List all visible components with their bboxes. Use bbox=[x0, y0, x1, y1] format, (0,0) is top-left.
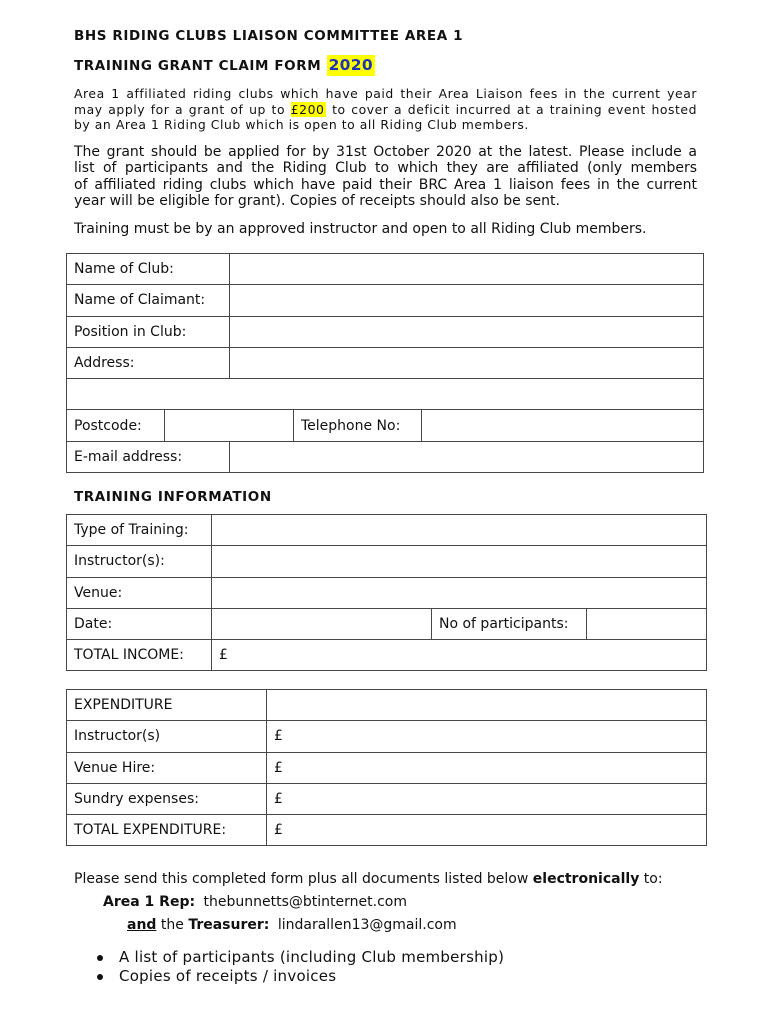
grant-amount-highlight: £200 bbox=[290, 101, 325, 117]
name-of-claimant-label: Name of Claimant: bbox=[67, 285, 230, 316]
address-line-2-field[interactable] bbox=[67, 379, 704, 410]
treasurer-label: Treasurer: bbox=[188, 917, 270, 933]
paragraph-line: by an Area 1 Riding Club which is open to all Riding Club members. bbox=[74, 117, 529, 132]
paragraph-line: Training must be by an approved instructor and open to all Riding Club members. bbox=[74, 221, 647, 237]
treasurer-article: the bbox=[160, 917, 184, 933]
venue-hire-field[interactable] bbox=[267, 752, 707, 783]
area-rep-label: Area 1 Rep: bbox=[103, 894, 196, 910]
table-row bbox=[67, 752, 707, 783]
club-details-table bbox=[66, 253, 704, 473]
form-year-highlight: 2020 bbox=[328, 56, 373, 74]
expenditure-table bbox=[66, 689, 707, 846]
table-row bbox=[67, 285, 704, 316]
deadline-paragraph bbox=[74, 144, 697, 210]
telephone-label: Telephone No: bbox=[294, 410, 422, 441]
table-row bbox=[67, 316, 704, 347]
paragraph-line bbox=[74, 102, 697, 118]
paragraph-line: year will be eligible for grant). Copies of receipts should also be sent. bbox=[74, 193, 560, 210]
total-income-field[interactable] bbox=[212, 640, 707, 671]
position-in-club-field[interactable] bbox=[230, 316, 704, 347]
table-row bbox=[67, 515, 707, 546]
instruction-text: Please send this completed form plus all documents listed below bbox=[74, 871, 529, 887]
currency-symbol: £ bbox=[274, 728, 283, 745]
venue-hire-label: Venue Hire: bbox=[67, 752, 267, 783]
table-row bbox=[67, 577, 707, 608]
table-row bbox=[67, 441, 704, 472]
table-row bbox=[67, 815, 707, 846]
treasurer-conjunction: and bbox=[127, 917, 157, 933]
address-field[interactable] bbox=[230, 347, 704, 378]
name-of-club-field[interactable] bbox=[230, 254, 704, 285]
submission-instruction bbox=[74, 871, 663, 887]
currency-symbol: £ bbox=[274, 822, 283, 839]
expenditure-header: EXPENDITURE bbox=[67, 690, 267, 721]
table-row bbox=[67, 410, 704, 441]
currency-symbol: £ bbox=[219, 647, 228, 664]
table-row bbox=[67, 347, 704, 378]
instructors-label: Instructor(s): bbox=[67, 546, 212, 577]
table-row bbox=[67, 721, 707, 752]
date-field[interactable] bbox=[212, 608, 432, 639]
sundry-expenses-label: Sundry expenses: bbox=[67, 783, 267, 814]
email-field[interactable] bbox=[230, 441, 704, 472]
list-item: A list of participants (including Club membership) bbox=[119, 948, 505, 966]
paragraph-text: to cover a deficit incurred at a training event hosted bbox=[332, 101, 697, 117]
table-row bbox=[67, 379, 704, 410]
instruction-emphasis: electronically bbox=[532, 871, 640, 887]
paragraph-line: of affiliated riding clubs which have paid their BRC Area 1 liaison fees in the current bbox=[74, 176, 697, 193]
expenditure-header-blank bbox=[267, 690, 707, 721]
paragraph-text: may apply for a grant of up to bbox=[74, 101, 286, 117]
instructors-field[interactable] bbox=[212, 546, 707, 577]
paragraph-line: The grant should be applied for by 31st October 2020 at the latest. Please include a bbox=[74, 144, 697, 160]
list-item: Copies of receipts / invoices bbox=[119, 967, 504, 986]
postcode-label: Postcode: bbox=[67, 410, 165, 441]
table-row bbox=[67, 608, 707, 639]
venue-label: Venue: bbox=[67, 577, 212, 608]
participants-field[interactable] bbox=[587, 608, 707, 639]
date-label: Date: bbox=[67, 608, 212, 639]
total-expenditure-label: TOTAL EXPENDITURE: bbox=[67, 815, 267, 846]
area-rep-contact bbox=[103, 894, 407, 910]
name-of-claimant-field[interactable] bbox=[230, 285, 704, 316]
training-information-heading: TRAINING INFORMATION bbox=[74, 489, 272, 505]
telephone-field[interactable] bbox=[422, 410, 704, 441]
organisation-title: BHS RIDING CLUBS LIAISON COMMITTEE AREA 1 bbox=[74, 28, 464, 44]
form-title-line bbox=[74, 55, 375, 77]
training-information-table bbox=[66, 514, 707, 671]
address-label: Address: bbox=[67, 347, 230, 378]
total-expenditure-field[interactable] bbox=[267, 815, 707, 846]
position-in-club-label: Position in Club: bbox=[67, 316, 230, 347]
name-of-club-label: Name of Club: bbox=[67, 254, 230, 285]
area-rep-email: thebunnetts@btinternet.com bbox=[203, 894, 407, 910]
table-row bbox=[67, 783, 707, 814]
email-label: E-mail address: bbox=[67, 441, 230, 472]
table-row bbox=[67, 640, 707, 671]
participants-label: No of participants: bbox=[432, 608, 587, 639]
type-of-training-label: Type of Training: bbox=[67, 515, 212, 546]
instructor-cost-label: Instructor(s) bbox=[67, 721, 267, 752]
venue-field[interactable] bbox=[212, 577, 707, 608]
table-row bbox=[67, 546, 707, 577]
currency-symbol: £ bbox=[274, 759, 283, 776]
total-income-label: TOTAL INCOME: bbox=[67, 640, 212, 671]
instructor-paragraph bbox=[74, 221, 697, 237]
table-row bbox=[67, 690, 707, 721]
currency-symbol: £ bbox=[274, 791, 283, 808]
required-documents-list bbox=[119, 948, 504, 986]
treasurer-contact bbox=[127, 917, 457, 933]
paragraph-line: Area 1 affiliated riding clubs which have paid their Area Liaison fees in the current year bbox=[74, 86, 697, 101]
form-title: TRAINING GRANT CLAIM FORM bbox=[74, 58, 322, 74]
instruction-text: to: bbox=[643, 871, 663, 887]
sundry-expenses-field[interactable] bbox=[267, 783, 707, 814]
treasurer-email: lindarallen13@gmail.com bbox=[277, 917, 457, 933]
eligibility-paragraph bbox=[74, 86, 697, 133]
instructor-cost-field[interactable] bbox=[267, 721, 707, 752]
type-of-training-field[interactable] bbox=[212, 515, 707, 546]
paragraph-line: list of participants and the Riding Club to which they are affiliated (only members bbox=[74, 160, 697, 177]
postcode-field[interactable] bbox=[165, 410, 294, 441]
table-row bbox=[67, 254, 704, 285]
